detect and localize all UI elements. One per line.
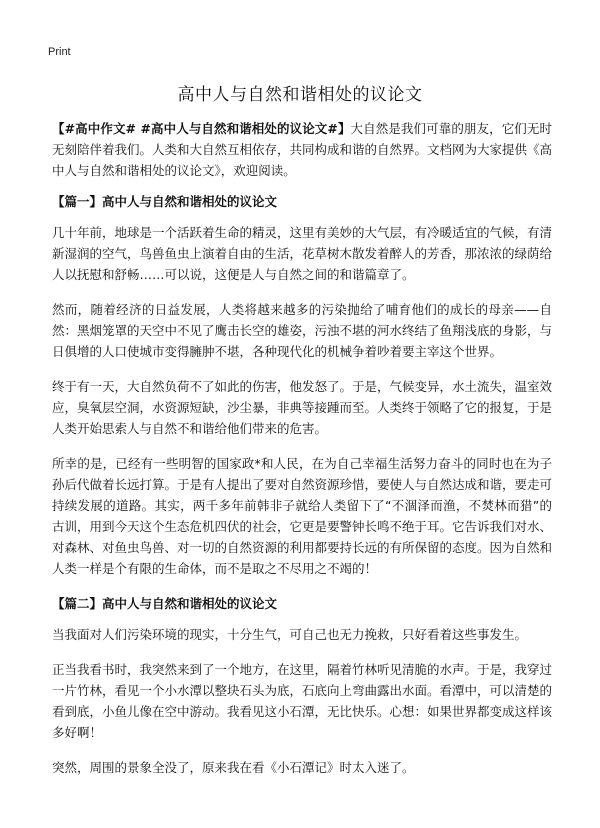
paragraph: 然而，随着经济的日益发展，人类将越来越多的污染抛给了哺育他们的成长的母亲——自然：黑烟笼罩的天空中不见了鹰击长空的雄姿，污浊不堪的河水终结了鱼翔浅底的身影，与日俱增的人口使城市变得臃肿不堪，各种现代化的机械争着吵着要主宰这个世界。	[52, 302, 553, 359]
intro-paragraph	[52, 118, 552, 181]
paragraph: 当我面对人们污染环境的现实，十分生气，可自己也无力挽救，只好看着这些事发生。	[52, 627, 528, 642]
intro-tag: 【#高中作文# #高中人与自然和谐相处的议论文#】	[52, 121, 351, 136]
page-title: 高中人与自然和谐相处的议论文	[177, 85, 423, 105]
paragraph: 正当我看书时，我突然来到了一个地方，在这里，隔着竹林听见清脆的水声。于是，我穿过一片竹林，看见一个小水潭以整块石头为底，石底向上弯曲露出水面。看潭中，可以清楚的看到底，小鱼儿像在空中游动。我看见这小石潭，无比快乐。心想：如果世界都变成这样该多好啊！	[52, 662, 553, 740]
intro-text: 大自然是我们可靠的朋友，它们无时无刻陪伴着我们。人类和大自然互相依存，共同构成和谐的自然界。文档网为大家提供《高中人与自然和谐相处的议论文》，欢迎阅读。	[52, 121, 553, 178]
paragraph: 所幸的是，已经有一些明智的国家政*和人民，在为自己幸福生活努力奋斗的同时也在为子孙后代做着长远打算。于是有人提出了要对自然资源珍惜，要使人与自然达成和谐，要走可持续发展的道路。其实，两千多年前韩非子就给人类留下了“不涸泽而渔，不焚林而猎”的古训，用到今天这个生态危机四伏的社会，它更是要警钟长鸣不绝于耳。它告诉我们对水、对森林、对鱼虫鸟兽、对一切的自然资源的利用都要持长远的有所保留的态度。因为自然和人类一样是个有限的生命体，而不是取之不尽用之不竭的！	[52, 456, 553, 576]
print-label: Print	[48, 46, 71, 58]
section-heading-2: 【篇二】高中人与自然和谐相处的议论文	[52, 596, 278, 611]
paragraph: 终于有一天，大自然负荷不了如此的伤害，他发怒了。于是，气候变异，水土流失，温室效应，臭氧层空洞，水资源短缺，沙尘暴，非典等接踵而至。人类终于领略了它的报复，于是人类开始思索人与自然不和谐给他们带来的危害。	[52, 379, 553, 436]
article-body	[52, 118, 552, 792]
section-heading-1: 【篇一】高中人与自然和谐相处的议论文	[52, 194, 278, 209]
paragraph: 几十年前，地球是一个活跃着生命的精灵，这里有美妙的大气层，有冷暖适宜的气候，有清新湿润的空气，鸟兽鱼虫上演着自由的生活，花草树木散发着醉人的芳香，那浓浓的绿荫给人以抚慰和舒畅……可以说，这便是人与自然之间的和谐篇章了。	[52, 225, 553, 282]
paragraph: 突然，周围的景象全没了，原来我在看《小石潭记》时太入迷了。	[52, 760, 415, 775]
